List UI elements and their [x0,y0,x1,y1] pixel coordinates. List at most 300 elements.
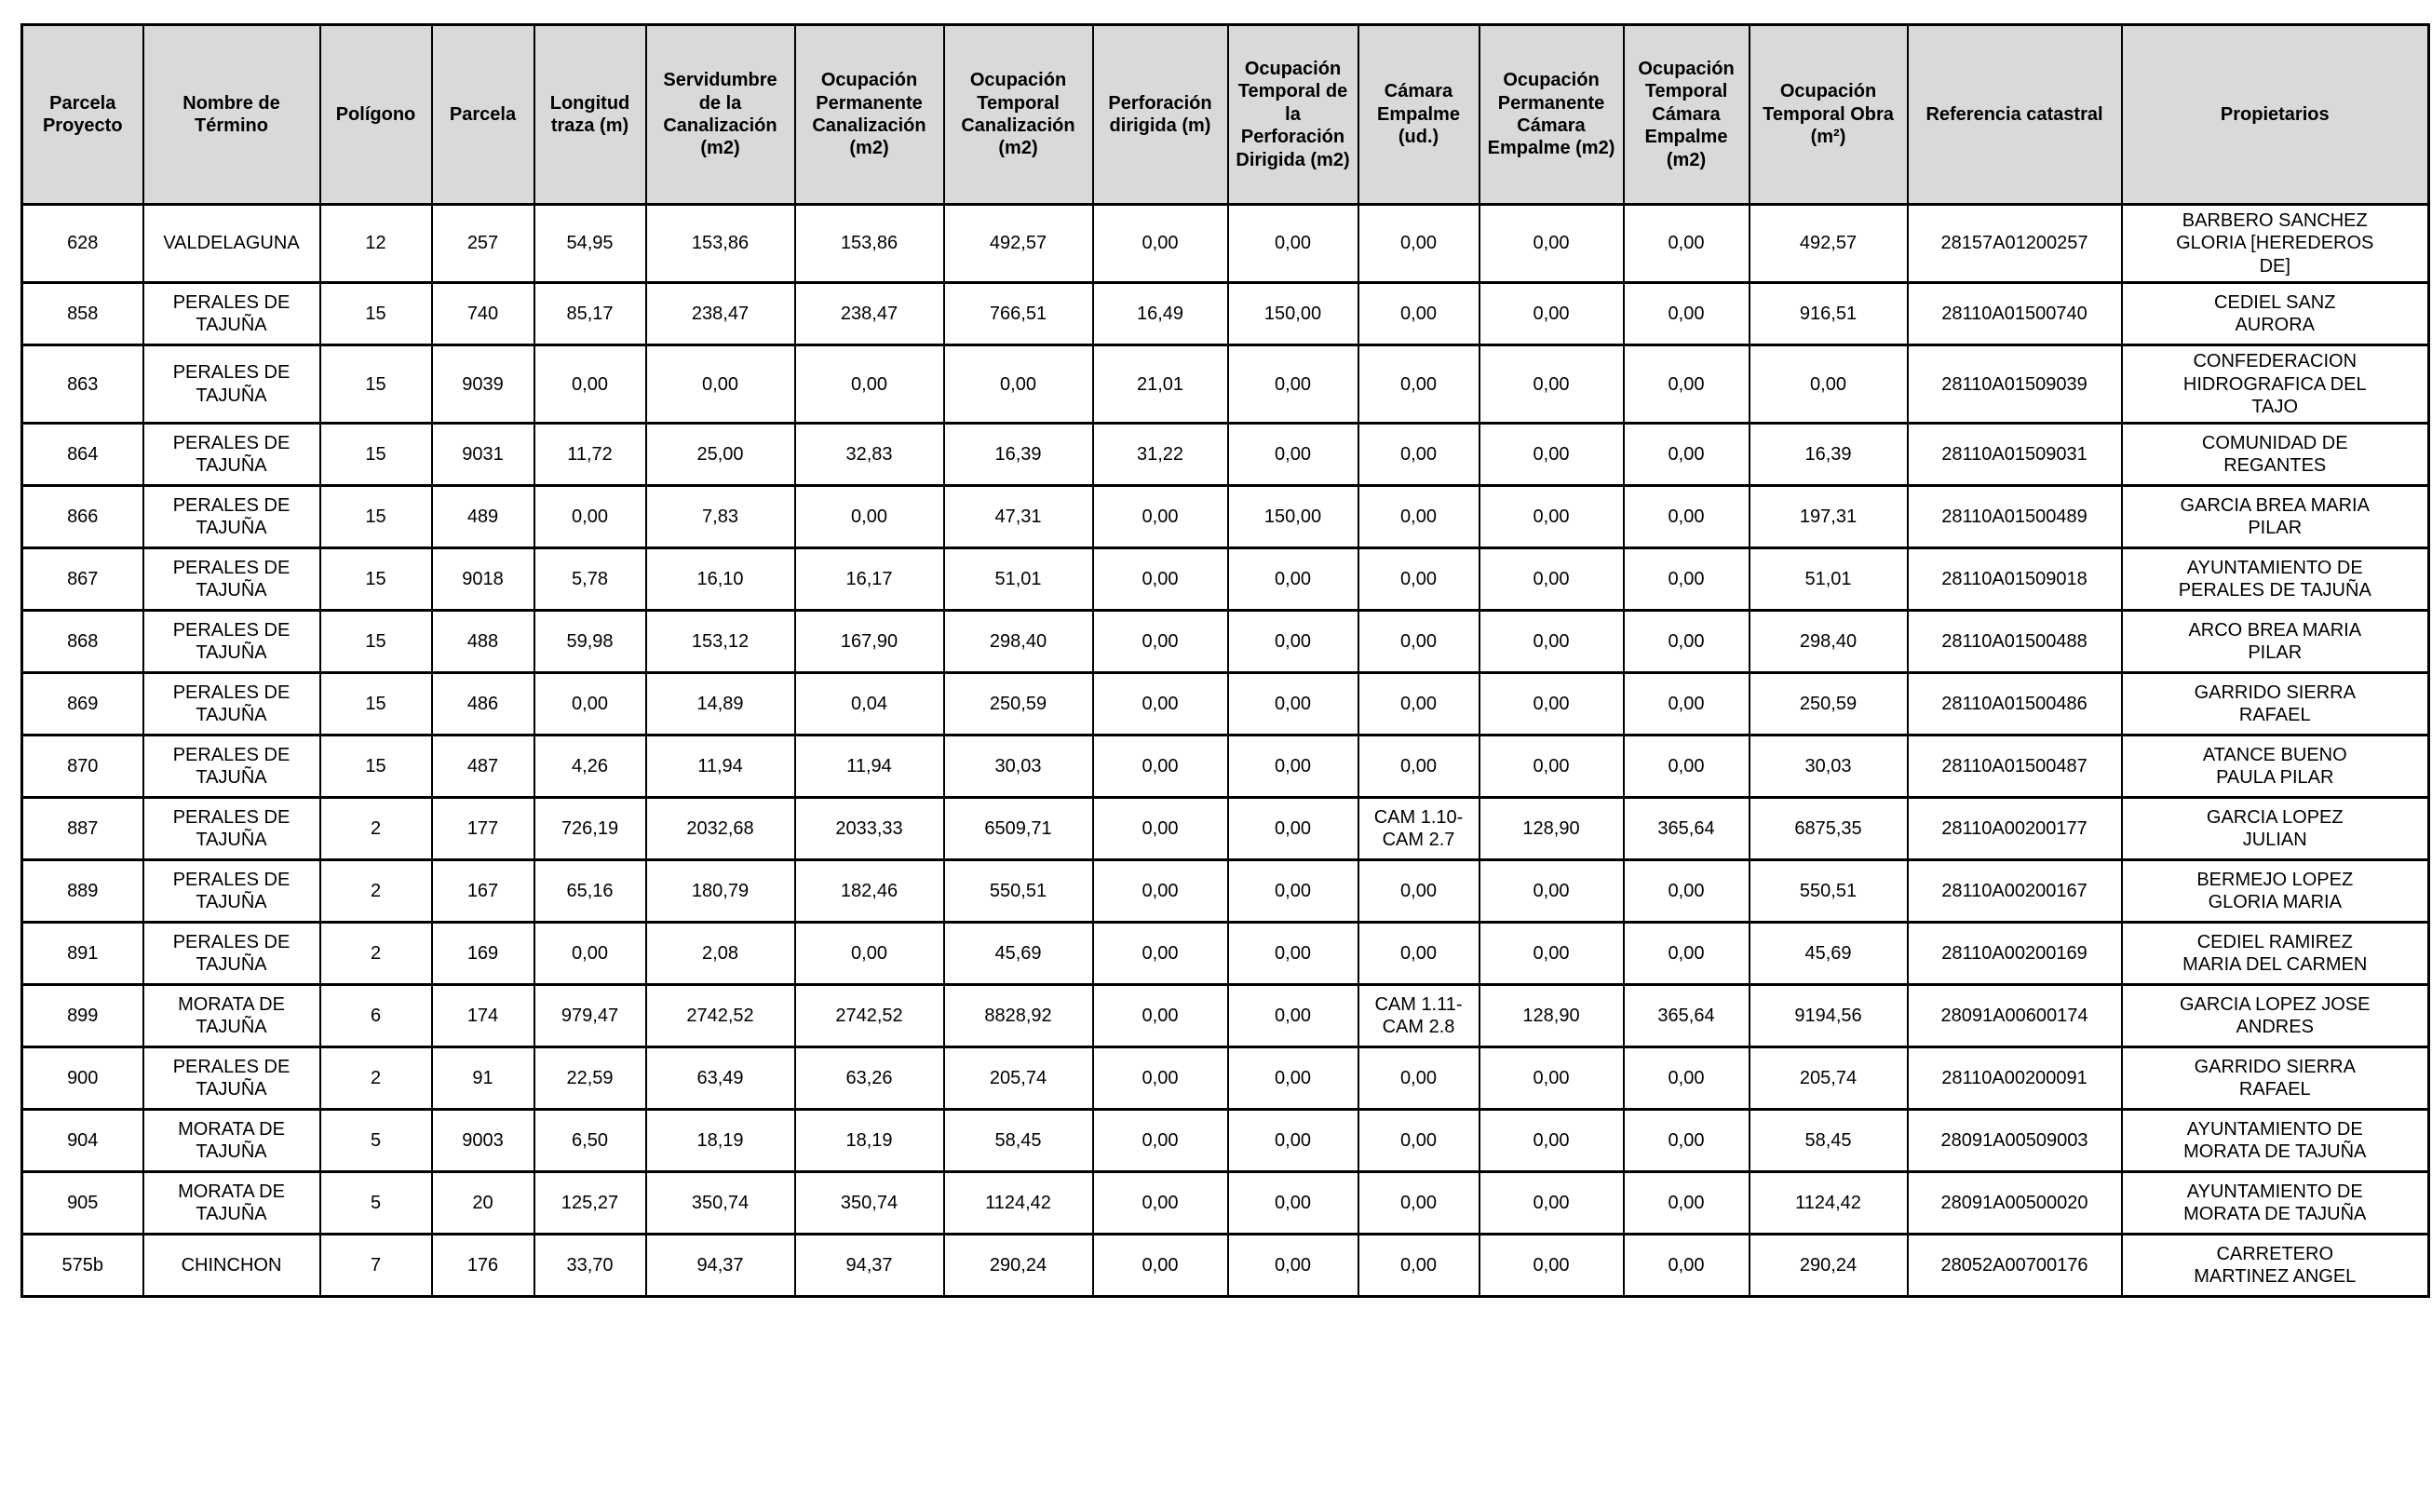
column-header: Polígono [320,25,432,205]
table-cell: 6509,71 [944,798,1093,860]
table-cell: 182,46 [795,860,944,923]
table-cell: 28110A01509039 [1908,345,2122,424]
table-cell: 16,17 [795,548,944,611]
table-cell: CEDIEL SANZ AURORA [2122,283,2429,345]
table-cell: 0,00 [1479,611,1624,673]
table-cell: 905 [22,1172,143,1235]
table-cell: 2033,33 [795,798,944,860]
table-cell: 15 [320,424,432,486]
table-row [22,1047,2429,1110]
table-cell: 0,00 [1358,673,1479,736]
table-cell: 0,00 [1479,345,1624,424]
table-cell: 58,45 [944,1110,1093,1172]
table-cell: 0,00 [1624,736,1750,798]
table-cell: 94,37 [795,1235,944,1297]
table-cell: PERALES DE TAJUÑA [143,548,320,611]
table-cell: 0,00 [1479,205,1624,283]
table-cell: 18,19 [795,1110,944,1172]
table-cell: 0,00 [944,345,1093,424]
table-cell: 0,00 [1624,1047,1750,1110]
table-cell: 125,27 [534,1172,646,1235]
table-cell: 15 [320,283,432,345]
table-cell: 0,00 [1228,798,1358,860]
column-header: Longitud traza (m) [534,25,646,205]
table-cell: 290,24 [1750,1235,1908,1297]
table-cell: 0,00 [1479,1172,1624,1235]
table-cell: 11,94 [795,736,944,798]
table-cell: 0,00 [1093,611,1228,673]
table-cell: 18,19 [646,1110,795,1172]
table-cell: 628 [22,205,143,283]
table-cell: 0,04 [795,673,944,736]
table-cell: 257 [432,205,534,283]
table-cell: 28110A01509018 [1908,548,2122,611]
table-cell: PERALES DE TAJUÑA [143,1047,320,1110]
table-cell: 0,00 [1479,424,1624,486]
table-cell: 0,00 [1358,1110,1479,1172]
table-cell: 726,19 [534,798,646,860]
table-cell: 298,40 [944,611,1093,673]
table-cell: 0,00 [1479,923,1624,985]
table-cell: PERALES DE TAJUÑA [143,923,320,985]
table-cell: 205,74 [1750,1047,1908,1110]
table-cell: 0,00 [1228,1172,1358,1235]
table-cell: 891 [22,923,143,985]
table-cell: 290,24 [944,1235,1093,1297]
table-cell: 2 [320,798,432,860]
table-cell: 31,22 [1093,424,1228,486]
table-row [22,860,2429,923]
table-cell: PERALES DE TAJUÑA [143,860,320,923]
table-cell: PERALES DE TAJUÑA [143,798,320,860]
table-cell: 9018 [432,548,534,611]
table-cell: 28110A00200091 [1908,1047,2122,1110]
table-cell: 0,00 [1479,860,1624,923]
table-cell: 0,00 [1093,1110,1228,1172]
table-cell: 0,00 [1228,985,1358,1047]
table-cell: 63,49 [646,1047,795,1110]
table-cell: 0,00 [1228,1110,1358,1172]
table-cell: 51,01 [1750,548,1908,611]
table-cell: 0,00 [1624,345,1750,424]
table-cell: 0,00 [795,345,944,424]
table-cell: 868 [22,611,143,673]
table-cell: 153,86 [795,205,944,283]
table-cell: 15 [320,611,432,673]
table-cell: 2 [320,860,432,923]
table-cell: 0,00 [1093,1047,1228,1110]
table-cell: 28110A00200177 [1908,798,2122,860]
table-cell: 14,89 [646,673,795,736]
table-cell: 899 [22,985,143,1047]
table-cell: 0,00 [1750,345,1908,424]
table-cell: 9003 [432,1110,534,1172]
table-row [22,923,2429,985]
table-cell: 15 [320,736,432,798]
table-cell: 0,00 [1358,1172,1479,1235]
table-cell: 870 [22,736,143,798]
table-cell: 63,26 [795,1047,944,1110]
table-cell: 0,00 [1358,860,1479,923]
table-cell: 575b [22,1235,143,1297]
table-cell: 205,74 [944,1047,1093,1110]
table-row [22,673,2429,736]
table-cell: 0,00 [1228,736,1358,798]
table-row [22,736,2429,798]
table-cell: 250,59 [1750,673,1908,736]
table-cell: 0,00 [1624,283,1750,345]
table-cell: CONFEDERACION HIDROGRAFICA DEL TAJO [2122,345,2429,424]
table-cell: BERMEJO LOPEZ GLORIA MARIA [2122,860,2429,923]
table-cell: 16,49 [1093,283,1228,345]
table-cell: PERALES DE TAJUÑA [143,611,320,673]
table-cell: 0,00 [1093,985,1228,1047]
table-cell: 9031 [432,424,534,486]
table-cell: 0,00 [1479,1110,1624,1172]
table-cell: 0,00 [1358,205,1479,283]
table-cell: PERALES DE TAJUÑA [143,486,320,548]
table-row [22,1110,2429,1172]
table-cell: 0,00 [1358,611,1479,673]
table-cell: 4,26 [534,736,646,798]
table-cell: ARCO BREA MARIA PILAR [2122,611,2429,673]
column-header: Ocupación Temporal Obra (m²) [1750,25,1908,205]
table-cell: 2,08 [646,923,795,985]
table-cell: 15 [320,673,432,736]
table-cell: 16,10 [646,548,795,611]
table-cell: 0,00 [1228,1235,1358,1297]
table-cell: 9194,56 [1750,985,1908,1047]
table-cell: 365,64 [1624,798,1750,860]
table-cell: 28110A00200169 [1908,923,2122,985]
table-cell: 0,00 [795,486,944,548]
table-cell: 176 [432,1235,534,1297]
column-header: Perforación dirigida (m) [1093,25,1228,205]
table-cell: CEDIEL RAMIREZ MARIA DEL CARMEN [2122,923,2429,985]
table-cell: 94,37 [646,1235,795,1297]
table-cell: 180,79 [646,860,795,923]
table-cell: 0,00 [1624,860,1750,923]
table-cell: PERALES DE TAJUÑA [143,736,320,798]
table-cell: 238,47 [646,283,795,345]
table-cell: 59,98 [534,611,646,673]
table-cell: 25,00 [646,424,795,486]
table-cell: 889 [22,860,143,923]
table-cell: 0,00 [1358,345,1479,424]
table-cell: 0,00 [1358,923,1479,985]
table-cell: ATANCE BUENO PAULA PILAR [2122,736,2429,798]
table-cell: 0,00 [795,923,944,985]
table-row [22,205,2429,283]
table-row [22,798,2429,860]
table-cell: 0,00 [1228,923,1358,985]
column-header: Ocupación Temporal Cámara Empalme (m2) [1624,25,1750,205]
table-row [22,1235,2429,1297]
table-cell: 28110A00200167 [1908,860,2122,923]
table-cell: 0,00 [1228,424,1358,486]
table-cell: 0,00 [1093,548,1228,611]
table-cell: VALDELAGUNA [143,205,320,283]
table-cell: MORATA DE TAJUÑA [143,985,320,1047]
table-cell: 167 [432,860,534,923]
table-row [22,611,2429,673]
table-header [22,25,2429,205]
table-cell: GARCIA BREA MARIA PILAR [2122,486,2429,548]
table-cell: 869 [22,673,143,736]
table-cell: 900 [22,1047,143,1110]
header-row [22,25,2429,205]
table-cell: 11,72 [534,424,646,486]
table-cell: 28110A01500488 [1908,611,2122,673]
table-cell: AYUNTAMIENTO DE MORATA DE TAJUÑA [2122,1110,2429,1172]
table-cell: CHINCHON [143,1235,320,1297]
table-cell: 0,00 [1624,424,1750,486]
table-row [22,424,2429,486]
table-cell: 350,74 [795,1172,944,1235]
table-cell: 0,00 [1093,673,1228,736]
table-row [22,548,2429,611]
table-cell: 20 [432,1172,534,1235]
table-cell: 0,00 [1093,1235,1228,1297]
table-cell: 238,47 [795,283,944,345]
table-cell: 28110A01500486 [1908,673,2122,736]
table-cell: 0,00 [1228,673,1358,736]
table-cell: 0,00 [1093,736,1228,798]
column-header: Ocupación Temporal de la Perforación Dirigida (m2) [1228,25,1358,205]
table-cell: 58,45 [1750,1110,1908,1172]
column-header: Servidumbre de la Canalización (m2) [646,25,795,205]
table-cell: PERALES DE TAJUÑA [143,424,320,486]
table-cell: 7,83 [646,486,795,548]
table-cell: 250,59 [944,673,1093,736]
table-cell: GARRIDO SIERRA RAFAEL [2122,1047,2429,1110]
table-cell: 0,00 [1624,611,1750,673]
table-cell: 0,00 [1624,673,1750,736]
table-cell: 15 [320,486,432,548]
table-cell: 30,03 [1750,736,1908,798]
table-cell: 5,78 [534,548,646,611]
table-cell: 0,00 [1228,611,1358,673]
table-cell: 85,17 [534,283,646,345]
parcels-table [20,23,2430,1298]
table-body [22,205,2429,1297]
table-cell: AYUNTAMIENTO DE MORATA DE TAJUÑA [2122,1172,2429,1235]
table-cell: 9039 [432,345,534,424]
table-cell: PERALES DE TAJUÑA [143,283,320,345]
table-cell: 15 [320,548,432,611]
table-cell: 0,00 [534,486,646,548]
table-cell: 6 [320,985,432,1047]
table-cell: 0,00 [1228,345,1358,424]
column-header: Nombre de Término [143,25,320,205]
table-cell: 150,00 [1228,486,1358,548]
table-cell: 916,51 [1750,283,1908,345]
table-cell: 0,00 [1624,923,1750,985]
table-cell: 0,00 [1093,1172,1228,1235]
table-cell: 0,00 [1358,424,1479,486]
table-cell: 0,00 [1228,1047,1358,1110]
table-cell: PERALES DE TAJUÑA [143,673,320,736]
table-cell: 22,59 [534,1047,646,1110]
table-row [22,985,2429,1047]
table-cell: 0,00 [1358,1235,1479,1297]
table-cell: 365,64 [1624,985,1750,1047]
table-cell: 16,39 [944,424,1093,486]
table-cell: 28110A01509031 [1908,424,2122,486]
table-cell: BARBERO SANCHEZ GLORIA [HEREDEROS DE] [2122,205,2429,283]
table-cell: 150,00 [1228,283,1358,345]
table-cell: 0,00 [1624,1110,1750,1172]
table-cell: 0,00 [1479,486,1624,548]
column-header: Referencia catastral [1908,25,2122,205]
table-cell: MORATA DE TAJUÑA [143,1110,320,1172]
table-cell: CAM 1.11- CAM 2.8 [1358,985,1479,1047]
table-cell: 904 [22,1110,143,1172]
table-cell: GARCIA LOPEZ JULIAN [2122,798,2429,860]
table-cell: 47,31 [944,486,1093,548]
table-cell: PERALES DE TAJUÑA [143,345,320,424]
table-cell: 0,00 [1093,798,1228,860]
table-cell: 492,57 [1750,205,1908,283]
table-cell: 30,03 [944,736,1093,798]
table-row [22,345,2429,424]
table-cell: 28110A01500740 [1908,283,2122,345]
table-cell: 12 [320,205,432,283]
table-cell: 0,00 [1479,673,1624,736]
table-cell: 0,00 [1624,205,1750,283]
table-cell: 177 [432,798,534,860]
table-cell: 28110A01500487 [1908,736,2122,798]
table-cell: AYUNTAMIENTO DE PERALES DE TAJUÑA [2122,548,2429,611]
table-cell: 28157A01200257 [1908,205,2122,283]
table-cell: 486 [432,673,534,736]
table-cell: 21,01 [1093,345,1228,424]
table-cell: 488 [432,611,534,673]
table-cell: 0,00 [1093,860,1228,923]
table-cell: 2 [320,923,432,985]
table-cell: 0,00 [1624,548,1750,611]
table-cell: 28091A00509003 [1908,1110,2122,1172]
table-cell: 0,00 [1358,736,1479,798]
table-cell: GARCIA LOPEZ JOSE ANDRES [2122,985,2429,1047]
table-cell: 864 [22,424,143,486]
table-cell: 0,00 [646,345,795,424]
column-header: Ocupación Permanente Canalización (m2) [795,25,944,205]
table-cell: 91 [432,1047,534,1110]
column-header: Ocupación Permanente Cámara Empalme (m2) [1479,25,1624,205]
table-cell: 740 [432,283,534,345]
table-cell: 32,83 [795,424,944,486]
table-cell: 298,40 [1750,611,1908,673]
table-cell: 0,00 [1228,860,1358,923]
table-cell: 1124,42 [944,1172,1093,1235]
table-cell: 0,00 [1358,486,1479,548]
table-cell: 45,69 [944,923,1093,985]
table-cell: 2742,52 [795,985,944,1047]
table-cell: 28091A00500020 [1908,1172,2122,1235]
table-cell: 8828,92 [944,985,1093,1047]
table-cell: 169 [432,923,534,985]
table-cell: 492,57 [944,205,1093,283]
table-cell: 6875,35 [1750,798,1908,860]
table-cell: 128,90 [1479,985,1624,1047]
table-cell: 487 [432,736,534,798]
table-cell: MORATA DE TAJUÑA [143,1172,320,1235]
table-cell: 0,00 [534,345,646,424]
table-cell: 197,31 [1750,486,1908,548]
table-cell: 0,00 [1479,1047,1624,1110]
table-cell: 489 [432,486,534,548]
table-cell: 153,86 [646,205,795,283]
table-cell: 167,90 [795,611,944,673]
table-cell: 51,01 [944,548,1093,611]
table-cell: 0,00 [1093,923,1228,985]
table-cell: 153,12 [646,611,795,673]
table-cell: 863 [22,345,143,424]
table-cell: 0,00 [534,673,646,736]
table-cell: 0,00 [1228,205,1358,283]
table-cell: 7 [320,1235,432,1297]
table-cell: 858 [22,283,143,345]
table-row [22,283,2429,345]
table-cell: 1124,42 [1750,1172,1908,1235]
column-header: Propietarios [2122,25,2429,205]
table-cell: 0,00 [1358,283,1479,345]
table-cell: 979,47 [534,985,646,1047]
table-cell: 11,94 [646,736,795,798]
table-cell: CAM 1.10- CAM 2.7 [1358,798,1479,860]
table-cell: 174 [432,985,534,1047]
table-cell: 54,95 [534,205,646,283]
table-cell: 0,00 [1358,548,1479,611]
table-cell: 0,00 [1624,1235,1750,1297]
table-cell: 28052A00700176 [1908,1235,2122,1297]
table-cell: GARRIDO SIERRA RAFAEL [2122,673,2429,736]
table-cell: 866 [22,486,143,548]
table-cell: 0,00 [1479,1235,1624,1297]
column-header: Parcela Proyecto [22,25,143,205]
table-cell: 45,69 [1750,923,1908,985]
table-cell: 28110A01500489 [1908,486,2122,548]
table-cell: 766,51 [944,283,1093,345]
table-cell: 5 [320,1172,432,1235]
table-cell: 0,00 [1093,205,1228,283]
table-cell: 0,00 [1479,283,1624,345]
table-cell: 2 [320,1047,432,1110]
table-cell: 28091A00600174 [1908,985,2122,1047]
table-cell: 0,00 [1479,548,1624,611]
table-cell: 0,00 [534,923,646,985]
table-cell: 0,00 [1228,548,1358,611]
table-cell: 15 [320,345,432,424]
table-cell: 0,00 [1358,1047,1479,1110]
table-cell: 550,51 [944,860,1093,923]
column-header: Cámara Empalme (ud.) [1358,25,1479,205]
table-row [22,486,2429,548]
table-row [22,1172,2429,1235]
table-cell: 0,00 [1624,1172,1750,1235]
table-cell: 2032,68 [646,798,795,860]
table-cell: 33,70 [534,1235,646,1297]
table-cell: 350,74 [646,1172,795,1235]
table-cell: 65,16 [534,860,646,923]
table-cell: COMUNIDAD DE REGANTES [2122,424,2429,486]
table-cell: 867 [22,548,143,611]
table-cell: 16,39 [1750,424,1908,486]
column-header: Parcela [432,25,534,205]
table-cell: 0,00 [1093,486,1228,548]
table-cell: 128,90 [1479,798,1624,860]
